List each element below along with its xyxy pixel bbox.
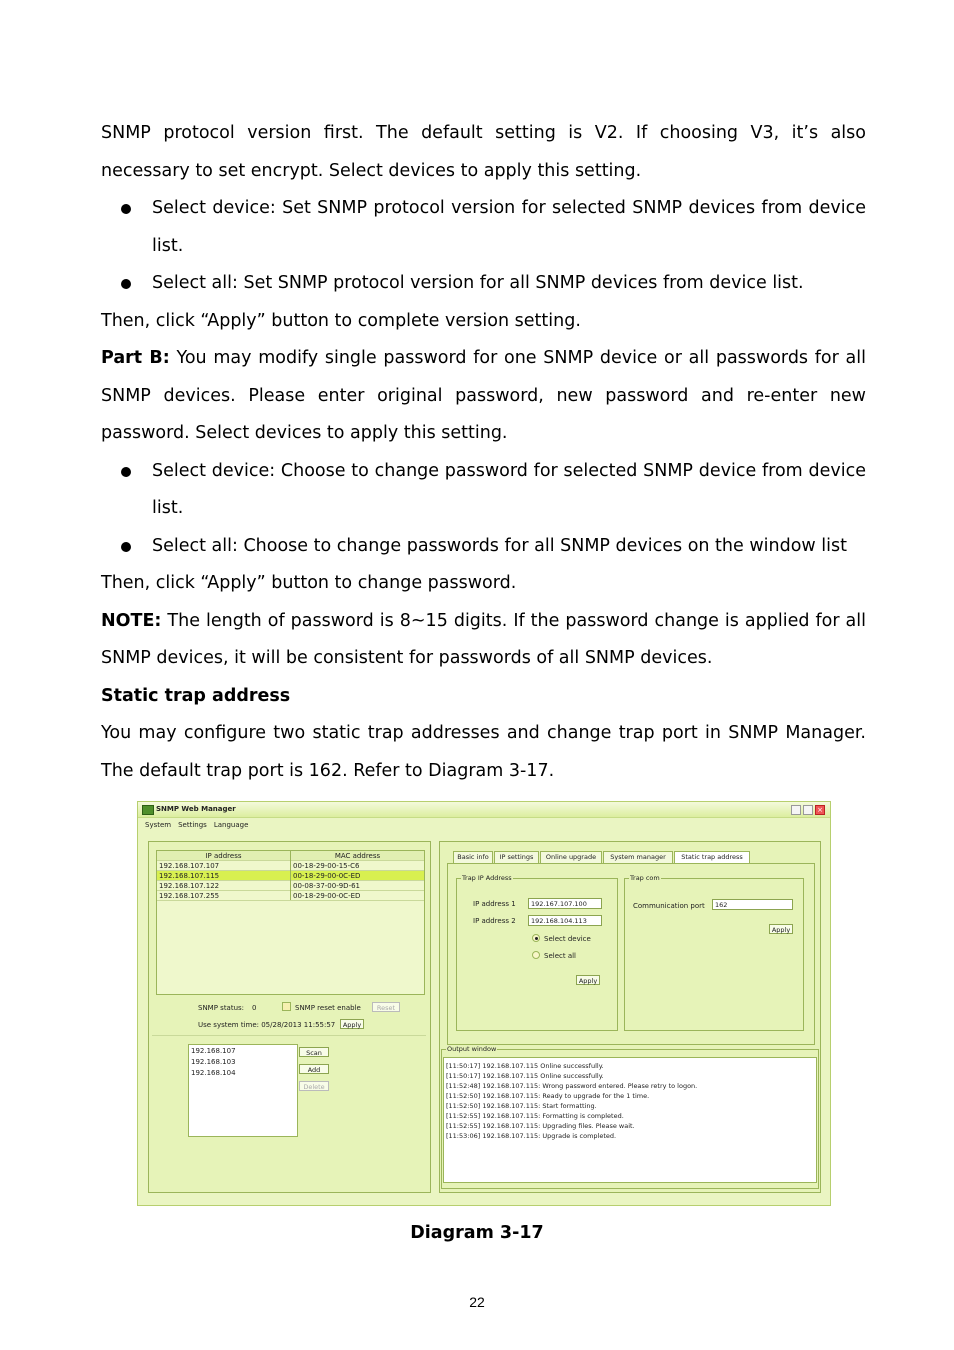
log-line: [11:50:17] 192.168.107.115 Online successfully. bbox=[446, 1062, 604, 1070]
output-window-group: Output window bbox=[441, 1049, 819, 1189]
table-row[interactable]: 192.168.107.255 00-18-29-00-0C-ED bbox=[157, 891, 424, 901]
apply-time-button[interactable]: Apply bbox=[340, 1019, 364, 1029]
radio-select-all[interactable] bbox=[532, 951, 540, 959]
snmp-status-label: SNMP status: bbox=[198, 1004, 245, 1012]
apply-trap-ip-button[interactable]: Apply bbox=[576, 975, 600, 985]
app-icon bbox=[142, 805, 154, 815]
window-titlebar bbox=[138, 802, 830, 818]
table-row[interactable]: 192.168.107.107 00-18-29-00-15-C6 bbox=[157, 861, 424, 871]
list-item[interactable]: 192.168.104 bbox=[191, 1069, 236, 1077]
divider bbox=[152, 1035, 426, 1036]
tab-ip-settings[interactable]: IP settings bbox=[494, 851, 539, 863]
menu-bar bbox=[138, 818, 830, 832]
paragraph-apply-password: Then, click “Apply” button to change password. bbox=[101, 573, 517, 593]
comm-port-input[interactable]: 162 bbox=[712, 899, 793, 910]
log-line: [11:52:50] 192.168.107.115: Start formatting. bbox=[446, 1102, 597, 1110]
paragraph-static-trap: You may configure two static trap addresses and change trap port in SNMP Manager. The default trap port is 162. Refer to Diagram 3-17. bbox=[101, 723, 866, 781]
column-divider bbox=[290, 851, 291, 900]
page-number: 22 bbox=[469, 1294, 485, 1310]
list-item[interactable]: 192.168.103 bbox=[191, 1058, 236, 1066]
log-line: [11:52:55] 192.168.107.115: Upgrading files. Please wait. bbox=[446, 1122, 635, 1130]
paragraph-apply-version: Then, click “Apply” button to complete version setting. bbox=[101, 310, 581, 331]
tab-basic-info[interactable]: Basic info bbox=[453, 851, 493, 863]
diagram-caption: Diagram 3-17 bbox=[410, 1223, 544, 1243]
tab-static-trap-address[interactable]: Static trap address bbox=[674, 851, 750, 864]
snmp-reset-label: SNMP reset enable bbox=[295, 1004, 361, 1012]
radio-select-device-label: Select device bbox=[544, 935, 591, 943]
bullet-dot bbox=[121, 279, 131, 289]
paragraph-part-b: Part B: You may modify single password for one SNMP device or all passwords for all SNMP devices. Please enter original password, new password and re-enter new password. Select devices to apply this setting. bbox=[101, 348, 866, 443]
ip2-input[interactable]: 192.168.104.113 bbox=[528, 915, 602, 926]
scan-list[interactable] bbox=[188, 1044, 298, 1137]
snmp-reset-checkbox[interactable] bbox=[282, 1002, 291, 1011]
ip2-label: IP address 2 bbox=[473, 917, 516, 925]
snmp-web-manager-window bbox=[137, 801, 831, 1206]
maximize-icon[interactable] bbox=[803, 805, 813, 815]
comm-port-label: Communication port bbox=[633, 902, 705, 910]
bullet-dot bbox=[121, 204, 131, 214]
window-title: SNMP Web Manager bbox=[156, 805, 236, 813]
menu-settings[interactable]: Settings bbox=[178, 821, 207, 829]
minimize-icon[interactable] bbox=[791, 805, 801, 815]
list-item[interactable]: 192.168.107 bbox=[191, 1047, 236, 1055]
scan-button[interactable]: Scan bbox=[299, 1047, 329, 1057]
bullet-select-device-password: Select device: Choose to change password for selected SNMP device from device list. bbox=[101, 453, 866, 528]
ip1-label: IP address 1 bbox=[473, 900, 516, 908]
bullet-select-device-version: Select device: Set SNMP protocol version for selected SNMP devices from device list. bbox=[101, 190, 866, 265]
system-time-label: Use system time: 05/28/2013 11:55:57 bbox=[198, 1021, 336, 1029]
menu-language[interactable]: Language bbox=[213, 821, 249, 829]
trap-com-group: Trap com bbox=[624, 878, 804, 1031]
output-log bbox=[443, 1057, 817, 1183]
bullet-dot bbox=[121, 542, 131, 552]
device-table bbox=[156, 850, 425, 995]
log-line: [11:52:55] 192.168.107.115: Formatting is completed. bbox=[446, 1112, 624, 1120]
paragraph-snmp-version: SNMP protocol version first. The default setting is V2. If choosing V3, it’s also necessary to set encrypt. Select devices to apply this setting. bbox=[101, 123, 866, 181]
snmp-status-value: 0 bbox=[252, 1004, 257, 1012]
ip1-input[interactable]: 192.167.107.100 bbox=[528, 898, 602, 909]
log-line: [11:52:48] 192.168.107.115: Wrong password entered. Please retry to logon. bbox=[446, 1082, 698, 1090]
column-ip: IP address bbox=[205, 852, 242, 860]
body-text bbox=[101, 115, 866, 790]
close-icon[interactable]: × bbox=[815, 805, 825, 815]
tab-online-upgrade[interactable]: Online upgrade bbox=[540, 851, 602, 863]
paragraph-note: NOTE: The length of password is 8~15 digits. If the password change is applied for all SNMP devices, it will be consistent for passwords of all SNMP devices. bbox=[101, 610, 866, 668]
apply-port-button[interactable]: Apply bbox=[769, 924, 793, 934]
menu-system[interactable]: System bbox=[145, 821, 172, 829]
table-row-selected[interactable]: 192.168.107.115 00-18-29-00-0C-ED bbox=[157, 871, 424, 881]
log-line: [11:50:17] 192.168.107.115 Online successfully. bbox=[446, 1072, 604, 1080]
log-line: [11:53:06] 192.168.107.115: Upgrade is completed. bbox=[446, 1132, 617, 1140]
table-row[interactable]: 192.168.107.122 00-08-37-00-9D-61 bbox=[157, 881, 424, 891]
reset-button[interactable]: Reset bbox=[372, 1002, 400, 1012]
trap-ip-group: Trap IP Address bbox=[456, 878, 618, 1031]
radio-select-all-label: Select all bbox=[544, 952, 576, 960]
radio-select-device[interactable] bbox=[532, 934, 540, 942]
delete-button[interactable]: Delete bbox=[299, 1081, 329, 1091]
bullet-select-all-password: Select all: Choose to change passwords for all SNMP devices on the window list bbox=[101, 528, 866, 566]
bullet-select-all-version: Select all: Set SNMP protocol version for all SNMP devices from device list. bbox=[101, 265, 866, 303]
column-mac: MAC address bbox=[334, 852, 381, 860]
log-line: [11:52:50] 192.168.107.115: Ready to upgrade for the 1 time. bbox=[446, 1092, 650, 1100]
section-heading: Static trap address bbox=[101, 685, 291, 706]
add-button[interactable]: Add bbox=[299, 1064, 329, 1074]
bullet-dot bbox=[121, 467, 131, 477]
tab-system-manager[interactable]: System manager bbox=[603, 851, 673, 863]
